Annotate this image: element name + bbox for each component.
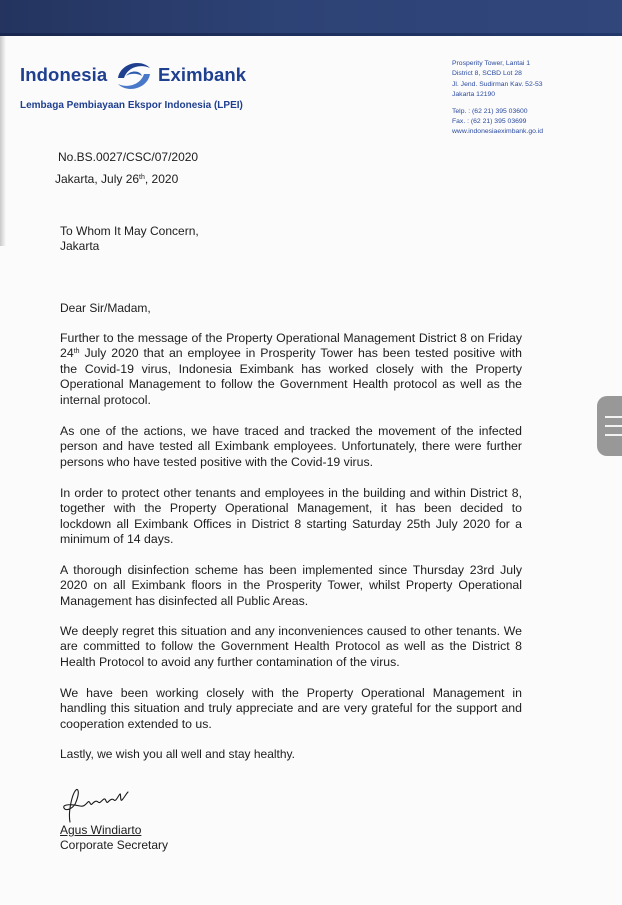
- logo-name-left: Indonesia: [20, 64, 108, 85]
- paragraph-2: As one of the actions, we have traced and tracked the movement of the infected person and have tested all Eximbank employees. Unfortunately, there were further persons who have tested positive with the Covid-19 virus.: [60, 424, 522, 469]
- address-line: Jl. Jend. Sudirman Kav. 52-53: [452, 80, 543, 88]
- salutation: Dear Sir/Madam,: [60, 301, 151, 315]
- fax-number: Fax. : (62 21) 395 03699: [452, 118, 527, 126]
- logo-tagline: Lembaga Pembiayaan Ekspor Indonesia (LPEI): [20, 100, 243, 111]
- closing-remark: Lastly, we wish you all well and stay healthy.: [60, 747, 296, 761]
- office-address-block: [452, 59, 618, 138]
- letter-date: Jakarta, July 26th, 2020: [55, 172, 179, 186]
- paragraph-5: We deeply regret this situation and any inconveniences caused to other tenants. We are committed to follow the Government Health Protocol as well as the District 8 Health Protocol to avoid any further contamination of the virus.: [60, 624, 522, 669]
- website-url: www.indonesiaeximbank.go.id: [452, 128, 544, 136]
- paragraph-6: We have been working closely with the Property Operational Management in handling this situation and truly appreciate and are very grateful for the support and cooperation extended to us.: [60, 686, 522, 731]
- handle-grip-line: [605, 416, 622, 418]
- handwritten-signature: [58, 782, 138, 826]
- reference-number: No.BS.0027/CSC/07/2020: [58, 150, 199, 164]
- address-line: Jakarta 12190: [452, 91, 496, 99]
- recipient-line: To Whom It May Concern,: [60, 224, 199, 238]
- page-edge-shadow: [0, 36, 6, 246]
- top-header-band: [0, 0, 622, 36]
- paragraph-4: A thorough disinfection scheme has been implemented since Thursday 23rd July 2020 on all Eximbank floors in the Prosperity Tower, whilst Property Operational Management has disinfected all Public Areas.: [60, 563, 522, 608]
- telephone-number: Telp. : (62 21) 395 03600: [452, 107, 528, 115]
- address-line: District 8, SCBD Lot 28: [452, 70, 522, 78]
- logo-swirl-icon: [112, 56, 156, 96]
- recipient-city: Jakarta: [60, 239, 100, 253]
- paragraph-3: In order to protect other tenants and employees in the building and within District 8, together with the Property Operational Management, it has been decided to lockdown all Eximbank Offices in District 8 starting Saturday 25th July 2020 for a minimum of 14 days.: [60, 486, 522, 547]
- paragraph-1: Further to the message of the Property Operational Management District 8 on Friday 24th July 2020 that an employee in Prosperity Tower has been tested positive with the Covid-19 virus, Indonesia Eximbank has worked closely with the Property Operational Management to follow the Government Health protocol as well as the internal protocol.: [60, 331, 522, 407]
- logo-name-right: Eximbank: [158, 64, 247, 85]
- signer-title: Corporate Secretary: [60, 838, 169, 852]
- eximbank-logo: [20, 58, 260, 114]
- side-scroll-handle[interactable]: [597, 396, 622, 456]
- address-line: Prosperity Tower, Lantai 1: [452, 60, 531, 67]
- handle-grip-line: [605, 425, 622, 427]
- handle-grip-line: [605, 434, 622, 436]
- signer-name: Agus Windiarto: [60, 823, 142, 837]
